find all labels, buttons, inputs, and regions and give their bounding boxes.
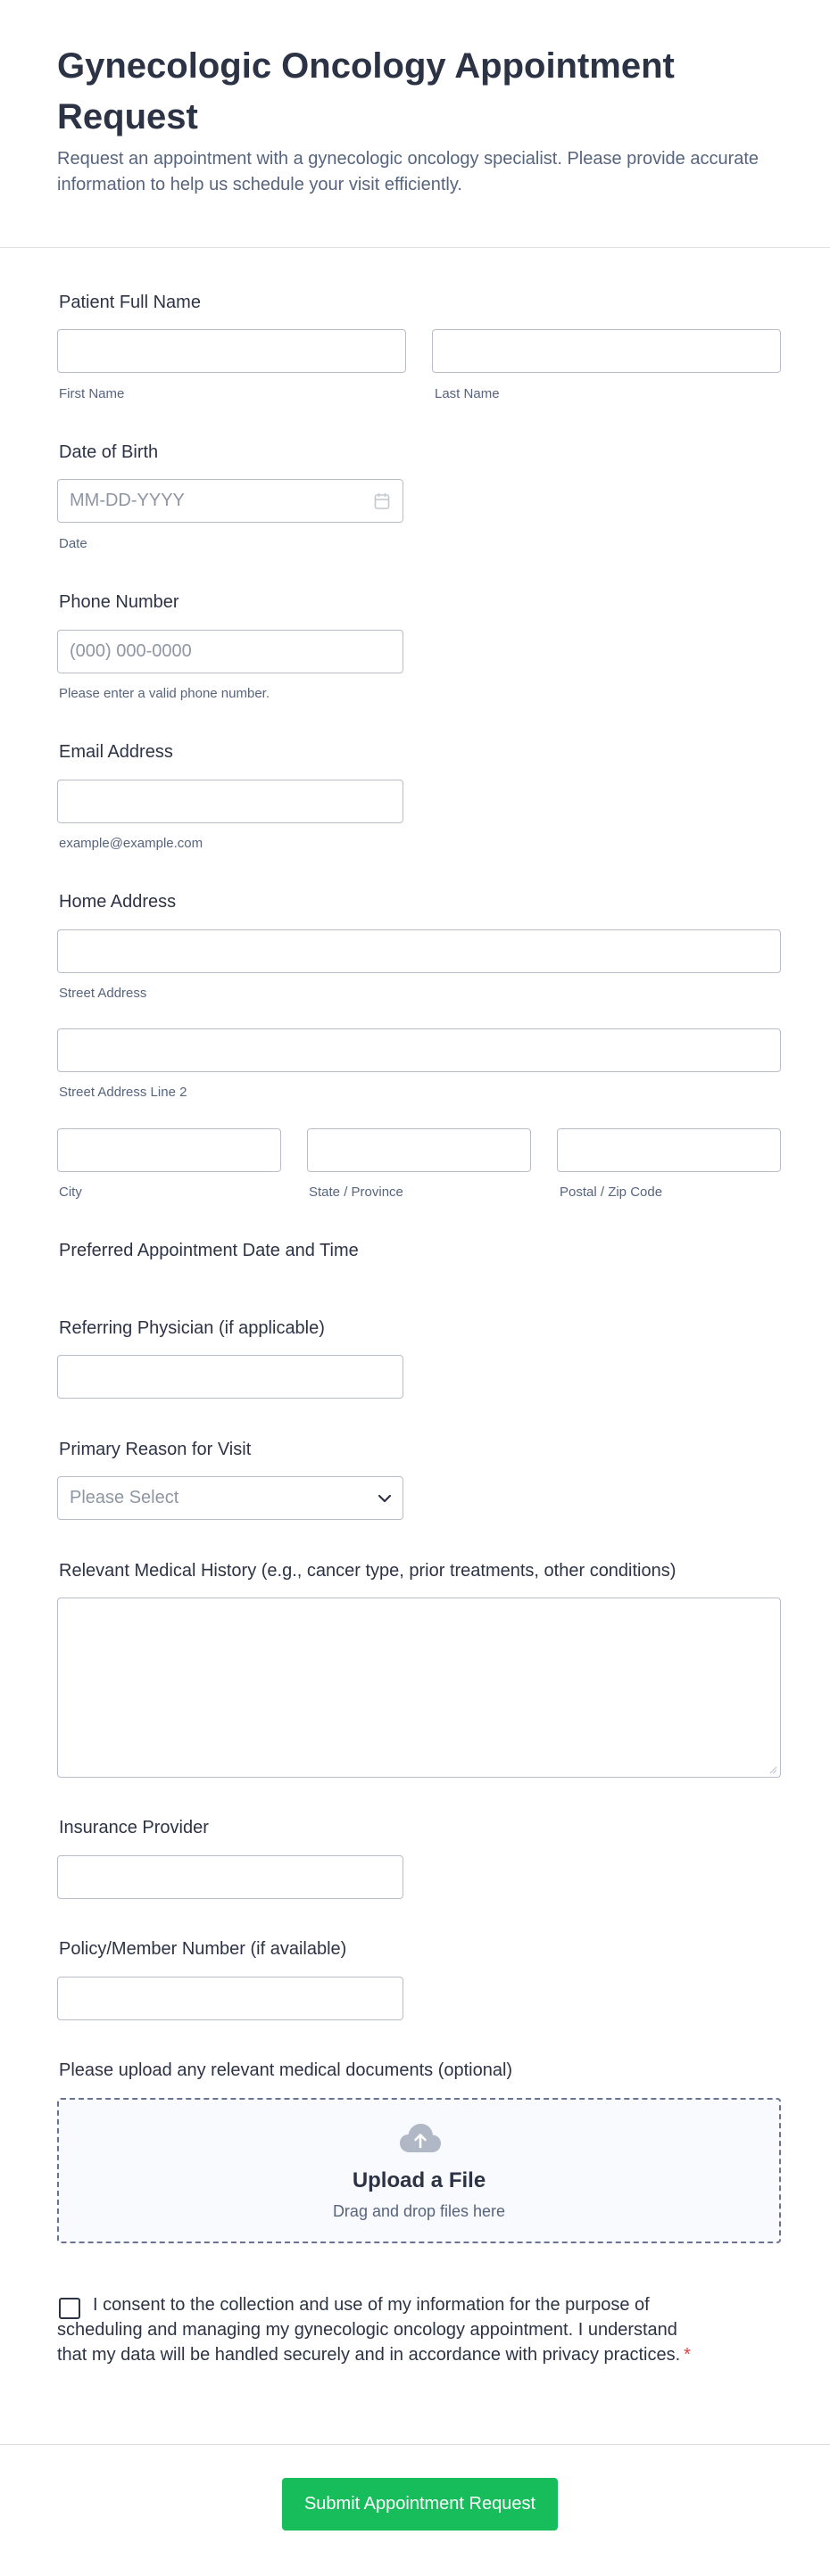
insurance-provider-label: Insurance Provider bbox=[59, 1818, 209, 1837]
dob-label: Date of Birth bbox=[59, 442, 159, 462]
email-sublabel: example@example.com bbox=[59, 836, 203, 851]
last-name-sublabel: Last Name bbox=[435, 386, 500, 401]
city-sublabel: City bbox=[59, 1185, 82, 1200]
header-divider bbox=[0, 247, 830, 248]
medical-history-label: Relevant Medical History (e.g., cancer type, prior treatments, other conditions) bbox=[59, 1561, 676, 1581]
state-input[interactable] bbox=[307, 1128, 531, 1172]
reason-select[interactable] bbox=[57, 1476, 403, 1520]
policy-number-label: Policy/Member Number (if available) bbox=[59, 1939, 347, 1959]
insurance-provider-input[interactable] bbox=[57, 1855, 403, 1899]
calendar-icon[interactable] bbox=[374, 492, 390, 510]
address-label: Home Address bbox=[59, 892, 177, 912]
required-asterisk: * bbox=[684, 2345, 691, 2365]
reason-selected-value: Please Select bbox=[70, 1488, 179, 1507]
street-address-sublabel: Street Address bbox=[59, 986, 147, 1001]
phone-input[interactable] bbox=[57, 630, 403, 673]
dob-input[interactable] bbox=[57, 479, 403, 523]
reason-label: Primary Reason for Visit bbox=[59, 1440, 252, 1459]
medical-history-textarea[interactable] bbox=[57, 1598, 781, 1778]
policy-number-input[interactable] bbox=[57, 1977, 403, 2020]
zip-sublabel: Postal / Zip Code bbox=[560, 1185, 663, 1200]
email-input[interactable] bbox=[57, 780, 403, 823]
phone-sublabel: Please enter a valid phone number. bbox=[59, 686, 270, 701]
file-upload-dropzone[interactable] bbox=[57, 2098, 781, 2243]
referring-physician-input[interactable] bbox=[57, 1355, 403, 1399]
zip-input[interactable] bbox=[557, 1128, 781, 1172]
submit-button[interactable]: Submit Appointment Request bbox=[282, 2478, 558, 2531]
street-address-line2-sublabel: Street Address Line 2 bbox=[59, 1085, 187, 1100]
last-name-input[interactable] bbox=[432, 329, 781, 373]
phone-placeholder: (000) 000-0000 bbox=[70, 641, 192, 661]
first-name-sublabel: First Name bbox=[59, 386, 125, 401]
consent-text bbox=[57, 2292, 700, 2367]
dob-sublabel: Date bbox=[59, 536, 87, 551]
state-sublabel: State / Province bbox=[309, 1185, 403, 1200]
resize-grip-icon[interactable] bbox=[768, 1765, 777, 1774]
preferred-datetime-label: Preferred Appointment Date and Time bbox=[59, 1241, 359, 1260]
upload-hint: Drag and drop files here bbox=[332, 2202, 506, 2220]
form-title: Gynecologic Oncology Appointment Request bbox=[57, 46, 675, 136]
patient-name-label: Patient Full Name bbox=[59, 293, 201, 312]
chevron-down-icon bbox=[378, 1492, 392, 1505]
form-header bbox=[57, 41, 771, 198]
first-name-input[interactable] bbox=[57, 329, 406, 373]
form-description: Request an appointment with a gynecologic oncology specialist. Please provide accurate information to help us schedule your visit efficiently. bbox=[57, 149, 759, 194]
phone-label: Phone Number bbox=[59, 592, 179, 612]
cloud-upload-icon bbox=[399, 2123, 442, 2153]
dob-placeholder: MM-DD-YYYY bbox=[70, 491, 185, 510]
email-label: Email Address bbox=[59, 742, 173, 762]
upload-label: Please upload any relevant medical documents (optional) bbox=[59, 2060, 513, 2080]
consent-label: I consent to the collection and use of my information for the purpose of scheduling and managing my gynecologic oncology appointment. I understand that my data will be handled securely and in accordance with privacy practices. bbox=[57, 2295, 681, 2365]
upload-title: Upload a File bbox=[352, 2168, 486, 2192]
footer-divider bbox=[0, 2444, 830, 2445]
referring-physician-label: Referring Physician (if applicable) bbox=[59, 1318, 325, 1338]
street-address-input[interactable] bbox=[57, 929, 781, 973]
city-input[interactable] bbox=[57, 1128, 281, 1172]
street-address-line2-input[interactable] bbox=[57, 1028, 781, 1072]
